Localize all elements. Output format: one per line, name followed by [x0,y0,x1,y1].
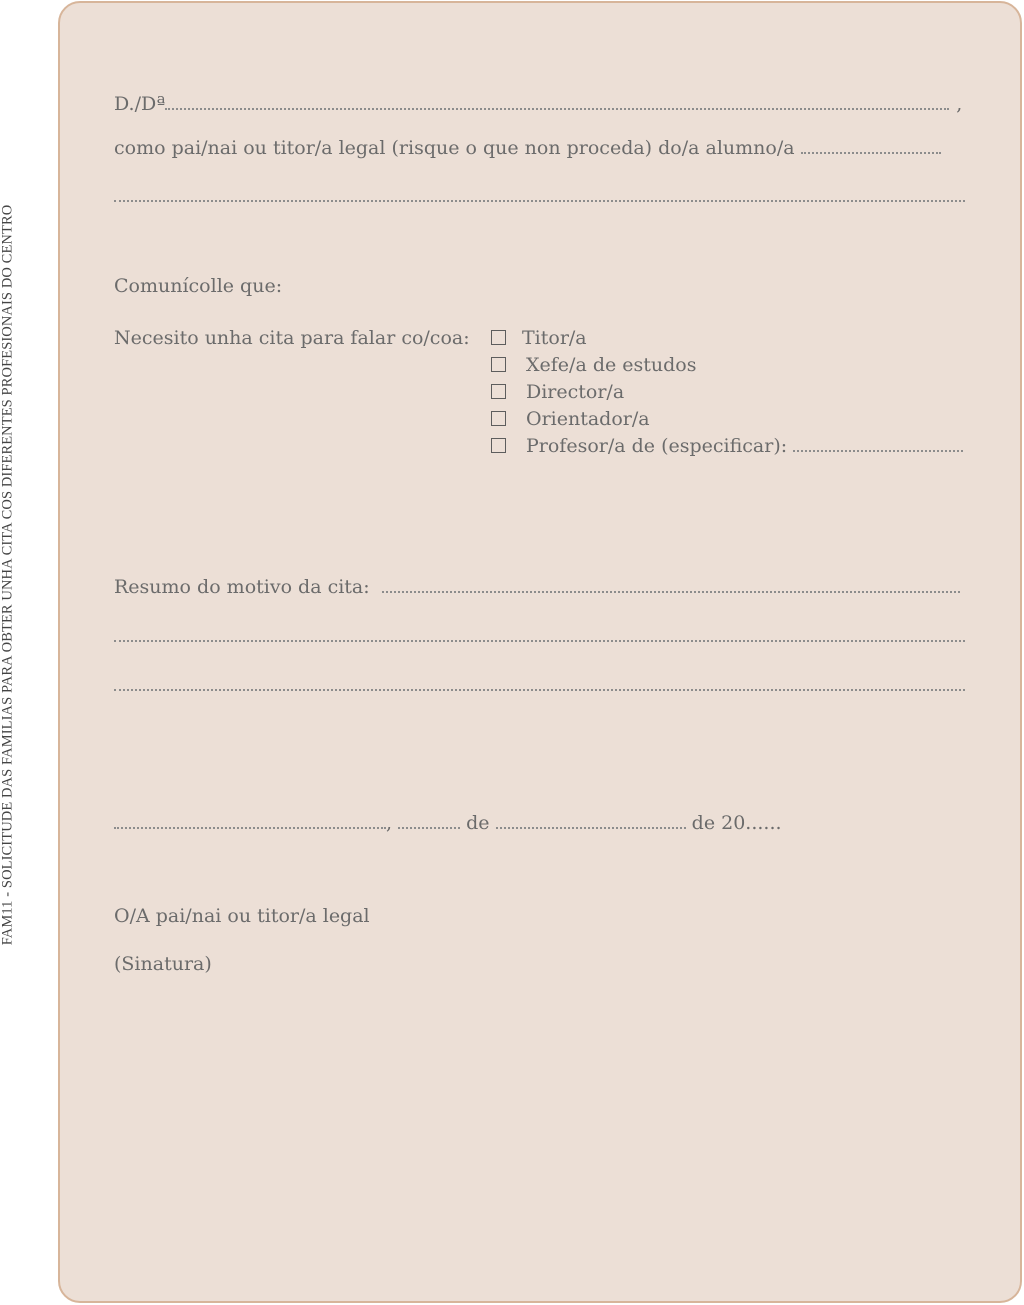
option-director-label: Director/a [526,381,625,403]
option-profesor[interactable] [491,434,963,458]
signature-label: (Sinatura) [114,953,212,975]
day-field[interactable] [398,812,460,829]
option-xefe[interactable] [491,353,696,377]
summary-field-continuation-1[interactable] [114,625,965,642]
checkbox-titor[interactable] [491,330,506,345]
date-sep: , [386,812,393,834]
summary-field-continuation-2[interactable] [114,674,965,691]
date-de-1: de [466,812,490,834]
name-field[interactable] [165,93,949,110]
side-title-text: FAM11 - SOLICITUDE DAS FAMILIAS PARA OBTER UNHA CITA COS DIFERENTES PROFESIONAIS DO CENTRO [0,204,16,946]
name-line [114,92,962,116]
summary-line [114,575,960,599]
inform-text: Comunícolle que: [114,275,283,297]
summary-field[interactable] [382,576,960,593]
student-field-continuation-line [114,184,965,208]
option-titor[interactable] [491,326,587,350]
option-profesor-label: Profesor/a de (especificar): [526,435,788,457]
place-field[interactable] [114,812,386,829]
checkbox-xefe[interactable] [491,357,506,372]
student-field[interactable] [801,137,941,154]
guardian-line [114,136,941,160]
date-line [114,811,782,835]
month-field[interactable] [496,812,686,829]
student-field-continuation[interactable] [114,185,965,202]
signer-label: O/A pai/nai ou titor/a legal [114,905,370,927]
date-year: de 20...... [691,812,782,834]
option-titor-label: Titor/a [522,327,587,349]
summary-label: Resumo do motivo da cita: [114,576,370,598]
guardian-text: como pai/nai ou titor/a legal (risque o que non proceda) do/a alumno/a [114,137,795,159]
checkbox-director[interactable] [491,384,506,399]
summary-continuation-line-1 [114,624,965,648]
profesor-specify-field[interactable] [793,435,963,452]
option-xefe-label: Xefe/a de estudos [526,354,697,376]
option-director[interactable] [491,380,624,404]
option-orientador[interactable] [491,407,650,431]
name-label: D./Dª [114,93,166,115]
summary-continuation-line-2 [114,673,965,697]
option-orientador-label: Orientador/a [526,408,650,430]
name-comma: , [956,93,963,115]
need-text: Necesito unha cita para falar co/coa: [114,327,470,349]
checkbox-orientador[interactable] [491,411,506,426]
checkbox-profesor[interactable] [491,438,506,453]
